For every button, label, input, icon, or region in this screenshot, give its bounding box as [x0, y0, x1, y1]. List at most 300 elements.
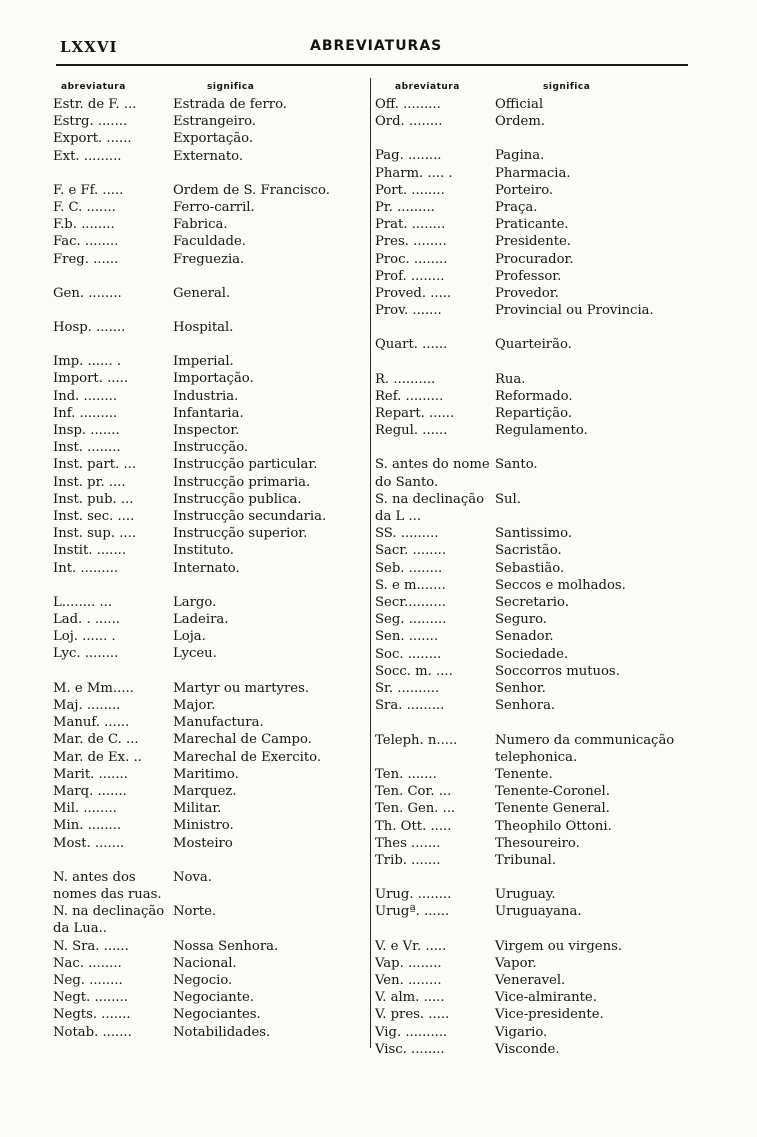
abbreviation-entry	[53, 938, 365, 955]
abbreviation-meaning: Rua.	[495, 371, 526, 387]
abbreviation-term: Seg. .........	[375, 612, 447, 628]
abbreviation-meaning: Vice-presidente.	[495, 1007, 604, 1023]
abbreviation-meaning: Manufactura.	[173, 715, 264, 731]
abbreviation-meaning: Visconde.	[495, 1041, 560, 1057]
entry-group	[53, 680, 365, 852]
abbreviation-term: N. na declinação da Lua..	[53, 904, 165, 937]
header-rule	[56, 64, 688, 66]
abbreviation-entry	[53, 113, 365, 130]
abbreviation-term: Inst. part. ...	[53, 457, 137, 473]
abbreviation-entry	[53, 285, 365, 302]
abbreviation-meaning: Industria.	[173, 388, 239, 404]
abbreviation-term: L........ ...	[53, 594, 113, 610]
abbreviation-term: S. antes do nome do Santo.	[375, 457, 490, 490]
entry-group	[375, 147, 695, 319]
abbreviation-term: Prof. ........	[375, 268, 445, 284]
abbreviation-term: N. Sra. ......	[53, 938, 129, 954]
group-spacer	[375, 715, 695, 732]
abbreviation-term: Neg. ........	[53, 972, 123, 988]
abbreviation-term: Ten. Cor. ...	[375, 784, 452, 800]
abbreviation-entry	[53, 353, 365, 370]
group-spacer	[53, 165, 365, 182]
abbreviation-term: Estr. de F. ...	[53, 97, 137, 112]
abbreviation-meaning: Marechal de Exercito.	[173, 749, 322, 765]
abbreviation-meaning: Marquez.	[173, 783, 237, 799]
group-spacer	[375, 354, 695, 371]
abbreviation-term: Inst. sec. ....	[53, 509, 135, 525]
abbreviation-term: Lad. . ......	[53, 612, 120, 628]
heading-abbreviation: abreviatura	[61, 82, 126, 92]
abbreviation-term: F. e Ff. .....	[53, 182, 124, 198]
abbreviation-term: Socc. m. ....	[375, 663, 453, 679]
abbreviation-entry	[375, 800, 695, 817]
group-spacer	[375, 130, 695, 147]
abbreviation-entry	[53, 439, 365, 456]
abbreviation-entry	[53, 96, 365, 113]
abbreviation-entry	[375, 955, 695, 972]
abbreviation-meaning: Provincial ou Provincia.	[495, 303, 654, 319]
abbreviation-term: Estrg. .......	[53, 114, 128, 130]
abbreviation-term: Ref. .........	[375, 388, 444, 404]
abbreviation-entry	[53, 182, 365, 199]
abbreviation-meaning: Internato.	[173, 560, 240, 576]
right-column	[375, 78, 695, 1058]
abbreviation-entry	[53, 422, 365, 439]
abbreviation-meaning: Martyr ou martyres.	[173, 680, 310, 696]
abbreviation-entry	[53, 680, 365, 697]
abbreviation-term: Inst. ........	[53, 440, 121, 456]
abbreviation-meaning: Negocio.	[173, 972, 233, 988]
group-spacer	[375, 319, 695, 336]
abbreviation-entry	[53, 319, 365, 336]
abbreviation-term: Prov. .......	[375, 303, 442, 319]
abbreviation-term: Urugª. ......	[375, 904, 450, 920]
abbreviation-term: Most. .......	[53, 835, 125, 851]
abbreviation-entry	[53, 783, 365, 800]
entry-group	[375, 938, 695, 1058]
abbreviation-term: Ext. .........	[53, 148, 122, 164]
group-spacer	[375, 439, 695, 456]
abbreviation-term: Hosp. .......	[53, 320, 126, 336]
abbreviation-term: Ind. ........	[53, 388, 118, 404]
abbreviation-term: Import. .....	[53, 371, 129, 387]
abbreviation-entry	[53, 199, 365, 216]
abbreviation-entry	[53, 800, 365, 817]
abbreviation-entry	[53, 989, 365, 1006]
abbreviation-entry	[375, 1024, 695, 1041]
abbreviation-term: Ten. .......	[375, 766, 437, 782]
abbreviation-term: Mil. ........	[53, 801, 117, 817]
abbreviation-term: Export. ......	[53, 131, 132, 147]
abbreviation-meaning: Freguezia.	[173, 251, 245, 267]
abbreviation-entry	[53, 697, 365, 714]
abbreviation-term: Thes .......	[375, 835, 441, 851]
abbreviation-entry	[53, 869, 365, 903]
abbreviation-meaning: Pagina.	[495, 148, 545, 164]
abbreviation-term: M. e Mm.....	[53, 680, 134, 696]
abbreviation-meaning: Theophilo Ottoni.	[495, 818, 612, 834]
abbreviation-term: S. e m.......	[375, 577, 446, 593]
abbreviation-entry	[53, 370, 365, 387]
entry-group	[53, 182, 365, 268]
abbreviation-term: Imp. ...... .	[53, 354, 122, 370]
abbreviation-term: Seb. ........	[375, 560, 443, 576]
abbreviation-term: Marq. .......	[53, 783, 127, 799]
abbreviation-entry	[375, 886, 695, 903]
abbreviation-meaning: Uruguayana.	[495, 904, 582, 920]
abbreviation-meaning: Tribunal.	[495, 852, 557, 868]
abbreviation-entry	[53, 628, 365, 645]
abbreviation-term: Prat. ........	[375, 217, 446, 233]
abbreviation-entry	[375, 972, 695, 989]
abbreviation-entry	[53, 508, 365, 525]
abbreviation-meaning: Infantaria.	[173, 405, 244, 421]
abbreviation-term: Visc. ........	[375, 1041, 445, 1057]
abbreviation-entry	[53, 130, 365, 147]
abbreviation-meaning: Reformado.	[495, 388, 573, 404]
abbreviation-term: Inst. pr. ....	[53, 474, 126, 490]
abbreviation-term: Notab. .......	[53, 1024, 132, 1040]
abbreviation-entry	[375, 371, 695, 388]
abbreviation-entry	[375, 680, 695, 697]
abbreviation-meaning: Sul.	[495, 491, 521, 507]
abbreviation-meaning: Seccos e molhados.	[495, 577, 626, 593]
abbreviation-meaning: Procurador.	[495, 251, 574, 267]
abbreviation-meaning: Thesoureiro.	[495, 835, 580, 851]
abbreviation-entry	[53, 542, 365, 559]
abbreviation-entry	[375, 766, 695, 783]
abbreviation-entry	[375, 663, 695, 680]
abbreviation-term: R. ..........	[375, 371, 436, 387]
abbreviation-entry	[53, 903, 365, 937]
abbreviation-entry	[53, 216, 365, 233]
abbreviation-entry	[375, 268, 695, 285]
abbreviation-term: Secr..........	[375, 595, 446, 611]
abbreviation-meaning: Nacional.	[173, 955, 237, 971]
abbreviation-term: Negts. .......	[53, 1007, 131, 1023]
abbreviation-term: V. alm. .....	[375, 990, 445, 1006]
abbreviation-entry	[375, 611, 695, 628]
abbreviation-entry	[53, 251, 365, 268]
abbreviation-term: Mar. de C. ...	[53, 732, 139, 748]
abbreviation-meaning: Maritimo.	[173, 766, 239, 782]
abbreviation-meaning: Negociantes.	[173, 1007, 261, 1023]
abbreviation-entry	[53, 972, 365, 989]
abbreviation-meaning: Secretario.	[495, 595, 569, 611]
column-divider	[370, 78, 371, 1048]
abbreviation-term: Proved. .....	[375, 286, 452, 302]
abbreviation-meaning: Tenente General.	[495, 801, 610, 817]
abbreviation-term: Pres. ........	[375, 234, 447, 250]
abbreviation-meaning: Veneravel.	[495, 972, 566, 988]
abbreviation-meaning: Hospital.	[173, 320, 234, 336]
entry-group	[375, 732, 695, 870]
abbreviation-term: Instit. .......	[53, 543, 127, 559]
abbreviation-entry	[375, 732, 695, 766]
abbreviation-entry	[375, 96, 695, 113]
abbreviation-meaning: Nossa Senhora.	[173, 938, 279, 954]
left-column	[53, 78, 365, 1041]
abbreviation-term: Sr. ..........	[375, 681, 440, 697]
abbreviation-meaning: Virgem ou virgens.	[495, 938, 623, 954]
abbreviation-entry	[53, 611, 365, 628]
abbreviation-entry	[375, 165, 695, 182]
abbreviation-meaning: Major.	[173, 697, 216, 713]
heading-meaning: significa	[543, 82, 591, 92]
abbreviation-term: Soc. ........	[375, 646, 442, 662]
abbreviation-term: Sacr. ........	[375, 543, 447, 559]
abbreviation-meaning: Largo.	[173, 594, 217, 610]
abbreviation-meaning: Pharmacia.	[495, 165, 571, 181]
abbreviation-meaning: Instrucção superior.	[173, 526, 308, 542]
abbreviation-meaning: Instrucção.	[173, 440, 249, 456]
group-spacer	[53, 336, 365, 353]
abbreviation-meaning: Soccorros mutuos.	[495, 663, 620, 679]
heading-abbreviation: abreviatura	[395, 82, 460, 92]
abbreviation-entry	[375, 199, 695, 216]
abbreviation-term: Gen. ........	[53, 285, 122, 301]
abbreviation-entry	[375, 113, 695, 130]
group-spacer	[53, 577, 365, 594]
abbreviation-term: Quart. ......	[375, 337, 448, 353]
abbreviation-meaning: Numero da communicação telephonica.	[495, 732, 675, 765]
abbreviation-meaning: Ordem.	[495, 114, 546, 130]
entry-group	[375, 371, 695, 440]
entry-group	[53, 319, 365, 336]
abbreviation-term: Insp. .......	[53, 423, 120, 439]
abbreviation-term: Ord. ........	[375, 114, 443, 130]
abbreviation-term: Inf. .........	[53, 405, 118, 421]
abbreviation-entry	[375, 182, 695, 199]
abbreviation-term: Port. ........	[375, 182, 445, 198]
abbreviation-entry	[375, 216, 695, 233]
abbreviation-entry	[53, 749, 365, 766]
abbreviation-entry	[375, 491, 695, 525]
abbreviation-entry	[375, 697, 695, 714]
abbreviation-entry	[375, 456, 695, 490]
abbreviation-entry	[53, 1006, 365, 1023]
abbreviation-entry	[53, 456, 365, 473]
abbreviation-entry	[53, 714, 365, 731]
abbreviation-entry	[53, 560, 365, 577]
abbreviation-meaning: Estrangeiro.	[173, 114, 257, 130]
abbreviation-term: V. e Vr. .....	[375, 938, 447, 954]
abbreviation-meaning: Loja.	[173, 629, 206, 645]
abbreviation-entry	[375, 938, 695, 955]
abbreviation-meaning: Faculdade.	[173, 234, 246, 250]
abbreviation-meaning: Senador.	[495, 629, 554, 645]
abbreviation-term: Ten. Gen. ...	[375, 801, 456, 817]
abbreviation-term: Teleph. n.....	[375, 732, 458, 748]
abbreviation-meaning: Praça.	[495, 200, 538, 216]
abbreviation-meaning: Praticante.	[495, 217, 569, 233]
abbreviation-entry	[375, 594, 695, 611]
abbreviation-entry	[375, 302, 695, 319]
abbreviation-entry	[53, 233, 365, 250]
abbreviation-term: S. na declinação da L ...	[375, 491, 485, 525]
abbreviation-meaning: Instrucção secundaria.	[173, 509, 327, 525]
entry-group	[375, 336, 695, 353]
group-spacer	[375, 869, 695, 886]
abbreviation-meaning: Mosteiro	[173, 835, 233, 851]
abbreviation-meaning: Quarteirão.	[495, 337, 572, 353]
abbreviation-term: Pag. ........	[375, 148, 442, 164]
entry-group	[53, 285, 365, 302]
abbreviation-meaning: Uruguay.	[495, 887, 556, 903]
abbreviation-term: Pharm. .... .	[375, 165, 453, 181]
abbreviation-term: Sen. .......	[375, 629, 439, 645]
abbreviation-entry	[53, 148, 365, 165]
abbreviation-meaning: Seguro.	[495, 612, 547, 628]
abbreviation-meaning: Santo.	[495, 457, 538, 473]
abbreviation-entry	[375, 852, 695, 869]
abbreviation-term: SS. .........	[375, 526, 439, 542]
abbreviation-entry	[53, 491, 365, 508]
abbreviation-meaning: Fabrica.	[173, 217, 228, 233]
abbreviation-term: Ven. ........	[375, 972, 442, 988]
abbreviation-entry	[53, 594, 365, 611]
abbreviation-meaning: Instrucção particular.	[173, 457, 318, 473]
abbreviation-term: Freg. ......	[53, 251, 119, 267]
entry-group	[375, 886, 695, 920]
abbreviation-term: Repart. ......	[375, 406, 455, 422]
entry-group	[53, 353, 365, 577]
abbreviation-entry	[375, 560, 695, 577]
abbreviation-term: Sra. .........	[375, 698, 445, 714]
abbreviation-entry	[375, 628, 695, 645]
abbreviation-entry	[375, 903, 695, 920]
abbreviation-term: Marit. .......	[53, 766, 128, 782]
entry-group	[53, 869, 365, 1041]
abbreviation-meaning: Lyceu.	[173, 646, 217, 662]
abbreviation-meaning: Marechal de Campo.	[173, 732, 312, 748]
abbreviation-term: Min. ........	[53, 818, 122, 834]
abbreviation-entry	[375, 388, 695, 405]
abbreviation-term: Nac. ........	[53, 955, 122, 971]
abbreviation-term: Negt. ........	[53, 990, 129, 1006]
abbreviation-term: Vig. ..........	[375, 1024, 448, 1040]
abbreviation-term: N. antes dos nomes das ruas.	[53, 869, 162, 902]
abbreviation-entry	[375, 525, 695, 542]
abbreviation-meaning: Ferro-carril.	[173, 200, 255, 216]
abbreviation-term: F. C. .......	[53, 200, 116, 216]
abbreviation-entry	[375, 285, 695, 302]
abbreviation-entry	[375, 1006, 695, 1023]
abbreviation-entry	[375, 835, 695, 852]
abbreviation-entry	[53, 817, 365, 834]
abbreviation-meaning: Senhor.	[495, 681, 546, 697]
page-header	[60, 38, 688, 60]
abbreviation-term: Loj. ...... .	[53, 629, 116, 645]
abbreviation-term: V. pres. .....	[375, 1007, 450, 1023]
abbreviation-term: Inst. sup. ....	[53, 526, 137, 542]
abbreviation-entry	[53, 525, 365, 542]
page-number: LXXVI	[60, 38, 118, 56]
abbreviation-meaning: Santissimo.	[495, 526, 573, 542]
group-spacer	[53, 852, 365, 869]
abbreviation-meaning: General.	[173, 285, 231, 301]
abbreviation-meaning: Militar.	[173, 801, 222, 817]
abbreviation-entry	[53, 955, 365, 972]
abbreviation-entry	[53, 1024, 365, 1041]
abbreviation-meaning: Presidente.	[495, 234, 572, 250]
abbreviation-entry	[375, 336, 695, 353]
abbreviation-meaning: Tenente.	[495, 766, 553, 782]
abbreviation-meaning: Repartição.	[495, 406, 573, 422]
abbreviation-meaning: Estrada de ferro.	[173, 97, 287, 112]
group-spacer	[53, 268, 365, 285]
abbreviation-entry	[375, 577, 695, 594]
abbreviation-entry	[375, 783, 695, 800]
entry-group	[375, 456, 695, 714]
abbreviation-meaning: Official	[495, 97, 544, 112]
abbreviation-term: F.b. ........	[53, 217, 115, 233]
abbreviation-term: Maj. ........	[53, 697, 121, 713]
abbreviation-meaning: Instrucção primaria.	[173, 474, 311, 490]
abbreviation-meaning: Porteiro.	[495, 182, 554, 198]
entry-group	[375, 96, 695, 130]
entry-group	[53, 594, 365, 663]
abbreviation-term: Manuf. ......	[53, 715, 130, 731]
group-spacer	[375, 921, 695, 938]
abbreviation-entry	[53, 405, 365, 422]
abbreviation-meaning: Senhora.	[495, 698, 556, 714]
abbreviation-meaning: Inspector.	[173, 423, 240, 439]
abbreviation-meaning: Tenente-Coronel.	[495, 784, 610, 800]
abbreviation-term: Lyc. ........	[53, 646, 119, 662]
abbreviation-meaning: Vapor.	[495, 955, 537, 971]
abbreviation-meaning: Professor.	[495, 268, 562, 284]
abbreviation-meaning: Imperial.	[173, 354, 234, 370]
abbreviation-meaning: Ordem de S. Francisco.	[173, 182, 330, 198]
group-spacer	[53, 302, 365, 319]
abbreviation-entry	[53, 835, 365, 852]
abbreviation-entry	[53, 388, 365, 405]
group-spacer	[53, 663, 365, 680]
abbreviation-term: Regul. ......	[375, 423, 448, 439]
abbreviation-entry	[375, 542, 695, 559]
page-title: ABREVIATURAS	[310, 38, 443, 54]
abbreviation-entry	[375, 147, 695, 164]
abbreviation-meaning: Ladeira.	[173, 612, 229, 628]
abbreviation-entry	[375, 251, 695, 268]
abbreviation-entry	[53, 474, 365, 491]
heading-meaning: significa	[207, 82, 255, 92]
abbreviation-entry	[375, 1041, 695, 1058]
abbreviation-term: Int. .........	[53, 560, 119, 576]
abbreviation-entry	[375, 233, 695, 250]
abbreviation-meaning: Sacristão.	[495, 543, 562, 559]
abbreviation-term: Pr. .........	[375, 200, 435, 216]
abbreviation-meaning: Instituto.	[173, 543, 234, 559]
abbreviation-term: Proc. ........	[375, 251, 448, 267]
entry-group	[53, 96, 365, 165]
abbreviation-entry	[53, 731, 365, 748]
abbreviation-meaning: Importação.	[173, 371, 254, 387]
abbreviation-meaning: Nova.	[173, 869, 212, 885]
abbreviation-meaning: Notabilidades.	[173, 1024, 271, 1040]
abbreviation-meaning: Vigario.	[495, 1024, 548, 1040]
abbreviation-entry	[53, 766, 365, 783]
abbreviation-term: Off. .........	[375, 97, 441, 112]
right-entry-list	[375, 96, 695, 1058]
abbreviation-term: Vap. ........	[375, 955, 442, 971]
abbreviation-entry	[53, 645, 365, 662]
abbreviation-term: Mar. de Ex. ..	[53, 749, 142, 765]
abbreviation-entry	[375, 646, 695, 663]
abbreviation-meaning: Instrucção publica.	[173, 491, 302, 507]
abbreviation-meaning: Exportação.	[173, 131, 254, 147]
